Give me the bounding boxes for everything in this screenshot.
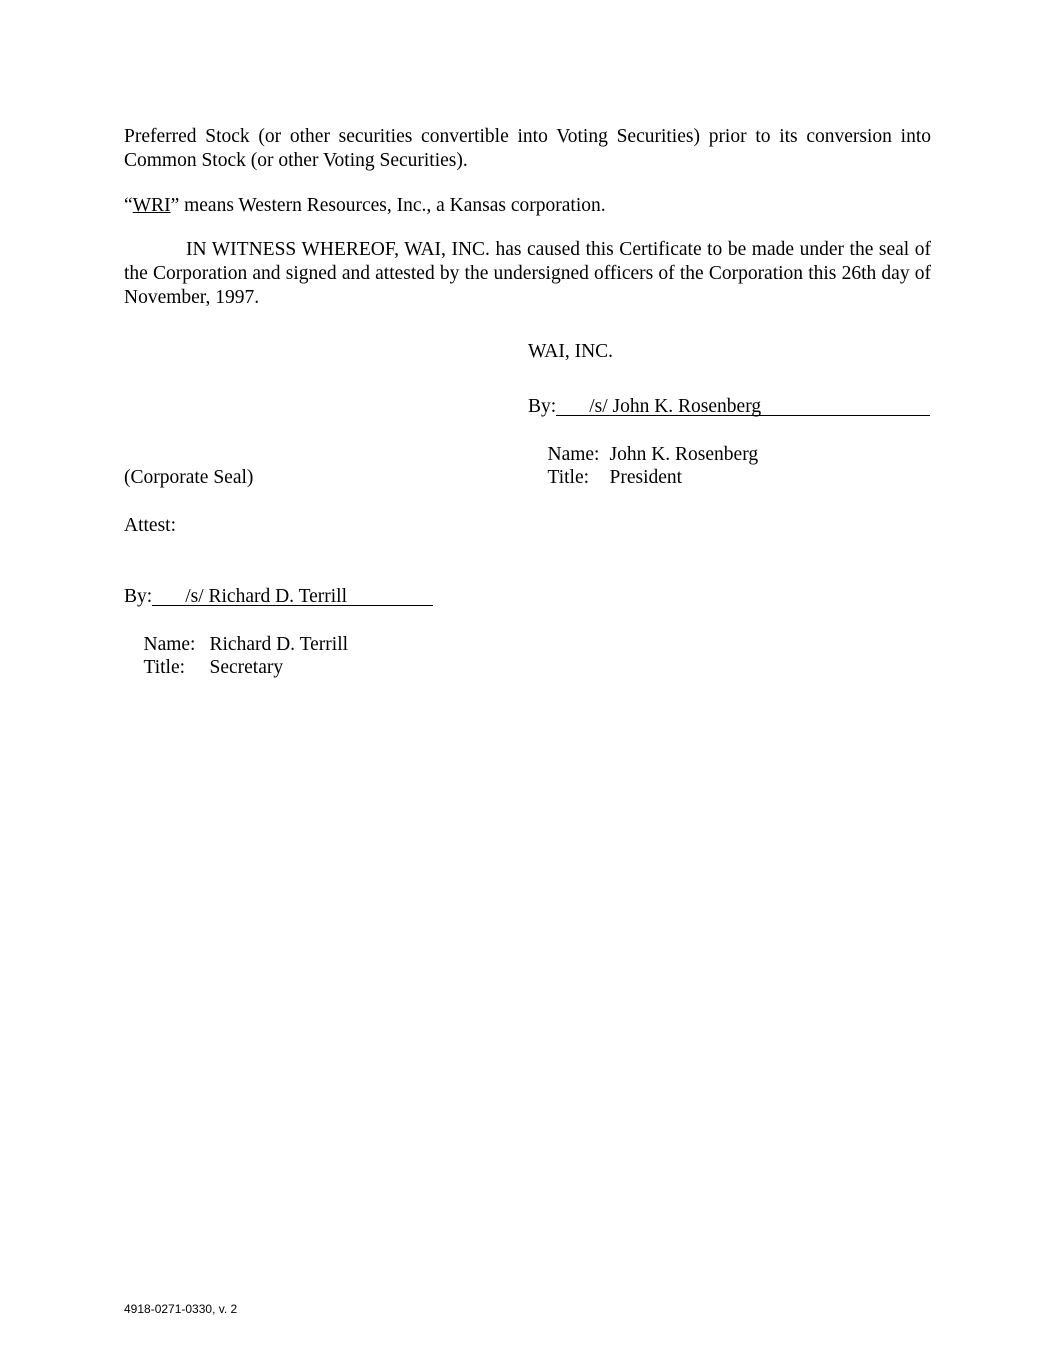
secretary-signature-line [124, 585, 433, 609]
paragraph-in-witness: IN WITNESS WHEREOF, WAI, INC. has caused this Certificate to be made under the seal of the Corporation and signed and attested by the undersigned officers of the Corporation this 26th day of November, 1997. [124, 239, 931, 308]
secretary-signature: /s/ Richard D. Terrill [152, 585, 433, 606]
secretary-name: Richard D. Terrill [209, 634, 349, 655]
paragraph-wri-definition [124, 194, 931, 218]
president-name: John K. Rosenberg [609, 444, 759, 465]
document-footer-id: 4918-0271-0330, v. 2 [124, 1302, 238, 1316]
title-label: Title: [143, 657, 186, 678]
definition-text: ” means Western Resources, Inc., a Kansas corporation. [170, 195, 606, 216]
president-title-row [528, 442, 682, 514]
name-label: Name: [547, 444, 600, 465]
president-signature: /s/ John K. Rosenberg [556, 395, 930, 416]
defined-term-wri: WRI [132, 195, 171, 216]
secretary-title-row [124, 632, 283, 704]
open-quote: “ [124, 195, 133, 216]
title-label: Title: [547, 467, 590, 488]
secretary-title: Secretary [209, 657, 284, 678]
attest-label: Attest: [124, 515, 176, 536]
corporate-seal-label: (Corporate Seal) [124, 467, 254, 488]
name-label: Name: [143, 634, 196, 655]
president-signature-line [528, 395, 930, 419]
president-title: President [609, 467, 683, 488]
company-name: WAI, INC. [528, 341, 614, 362]
paragraph-preferred-stock: Preferred Stock (or other securities convertible into Voting Securities) prior to its conversion into Common Stock (or other Voting Securities). [124, 126, 931, 171]
by-label: By: [124, 586, 153, 607]
by-label: By: [528, 396, 557, 417]
